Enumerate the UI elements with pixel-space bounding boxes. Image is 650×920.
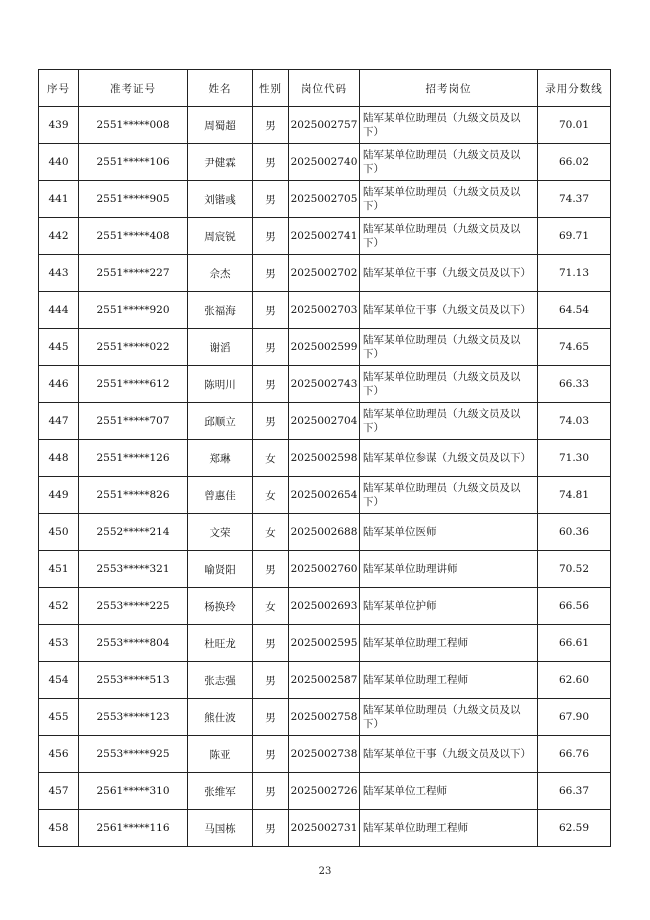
- table-row: [39, 810, 611, 847]
- table-row: [39, 625, 611, 662]
- cell-name: 周蜀超: [188, 107, 253, 144]
- cell-post-code: 2025002705: [289, 181, 360, 218]
- cell-gender: 女: [253, 477, 289, 514]
- cell-gender: 男: [253, 773, 289, 810]
- cell-name: 文荣: [188, 514, 253, 551]
- cell-post-code: 2025002741: [289, 218, 360, 255]
- page-number: 23: [318, 866, 332, 877]
- cell-ticket-number: 2551*****227: [79, 255, 188, 292]
- cell-gender: 女: [253, 514, 289, 551]
- table-row: [39, 736, 611, 773]
- cell-ticket-number: 2551*****707: [79, 403, 188, 440]
- cell-serial: 446: [39, 366, 79, 403]
- cell-post-code: 2025002598: [289, 440, 360, 477]
- cell-ticket-number: 2561*****310: [79, 773, 188, 810]
- cell-name: 曾惠佳: [188, 477, 253, 514]
- cell-score: 66.76: [538, 736, 611, 773]
- cell-post: 陆军某单位护师: [360, 588, 538, 625]
- cell-post-code: 2025002595: [289, 625, 360, 662]
- cell-score: 66.02: [538, 144, 611, 181]
- cell-score: 60.36: [538, 514, 611, 551]
- cell-post-code: 2025002703: [289, 292, 360, 329]
- cell-score: 70.52: [538, 551, 611, 588]
- score-table: [38, 69, 611, 847]
- cell-name: 熊仕波: [188, 699, 253, 736]
- cell-post-code: 2025002757: [289, 107, 360, 144]
- cell-post: 陆军某单位助理工程师: [360, 625, 538, 662]
- cell-post: 陆军某单位干事（九级文员及以下）: [360, 255, 538, 292]
- cell-serial: 449: [39, 477, 79, 514]
- cell-score: 64.54: [538, 292, 611, 329]
- cell-post: 陆军某单位助理员（九级文员及以下）: [360, 144, 538, 181]
- cell-serial: 439: [39, 107, 79, 144]
- cell-post: 陆军某单位医师: [360, 514, 538, 551]
- cell-gender: 男: [253, 107, 289, 144]
- cell-serial: 455: [39, 699, 79, 736]
- cell-name: 刘锴彧: [188, 181, 253, 218]
- header-serial: 序号: [39, 70, 79, 107]
- cell-gender: 女: [253, 440, 289, 477]
- cell-gender: 男: [253, 699, 289, 736]
- cell-name: 周宸锐: [188, 218, 253, 255]
- cell-score: 62.60: [538, 662, 611, 699]
- table-row: [39, 477, 611, 514]
- table-row: [39, 551, 611, 588]
- cell-serial: 456: [39, 736, 79, 773]
- cell-gender: 男: [253, 255, 289, 292]
- cell-name: 邱顺立: [188, 403, 253, 440]
- header-ticket-number: 准考证号: [79, 70, 188, 107]
- table-row: [39, 144, 611, 181]
- cell-serial: 448: [39, 440, 79, 477]
- cell-post-code: 2025002740: [289, 144, 360, 181]
- cell-post-code: 2025002688: [289, 514, 360, 551]
- cell-ticket-number: 2552*****214: [79, 514, 188, 551]
- table-body: [39, 107, 611, 847]
- cell-name: 马国栋: [188, 810, 253, 847]
- header-gender: 性别: [253, 70, 289, 107]
- cell-post: 陆军某单位助理员（九级文员及以下）: [360, 477, 538, 514]
- cell-ticket-number: 2551*****905: [79, 181, 188, 218]
- cell-gender: 男: [253, 292, 289, 329]
- cell-ticket-number: 2553*****321: [79, 551, 188, 588]
- cell-gender: 男: [253, 625, 289, 662]
- cell-post: 陆军某单位干事（九级文员及以下）: [360, 292, 538, 329]
- cell-post-code: 2025002738: [289, 736, 360, 773]
- cell-gender: 男: [253, 218, 289, 255]
- cell-ticket-number: 2553*****513: [79, 662, 188, 699]
- cell-gender: 女: [253, 588, 289, 625]
- cell-serial: 452: [39, 588, 79, 625]
- cell-post: 陆军某单位工程师: [360, 773, 538, 810]
- header-score: 录用分数线: [538, 70, 611, 107]
- cell-post-code: 2025002587: [289, 662, 360, 699]
- cell-post: 陆军某单位助理员（九级文员及以下）: [360, 107, 538, 144]
- cell-name: 尹健霖: [188, 144, 253, 181]
- cell-post-code: 2025002599: [289, 329, 360, 366]
- cell-score: 66.56: [538, 588, 611, 625]
- cell-post-code: 2025002731: [289, 810, 360, 847]
- cell-name: 佘杰: [188, 255, 253, 292]
- cell-post-code: 2025002702: [289, 255, 360, 292]
- cell-score: 69.71: [538, 218, 611, 255]
- cell-post: 陆军某单位助理工程师: [360, 810, 538, 847]
- cell-post: 陆军某单位助理讲师: [360, 551, 538, 588]
- table-row: [39, 181, 611, 218]
- cell-serial: 454: [39, 662, 79, 699]
- cell-name: 张维军: [188, 773, 253, 810]
- table-row: [39, 366, 611, 403]
- cell-serial: 441: [39, 181, 79, 218]
- cell-score: 62.59: [538, 810, 611, 847]
- cell-serial: 457: [39, 773, 79, 810]
- table-row: [39, 440, 611, 477]
- cell-name: 郑琳: [188, 440, 253, 477]
- header-name: 姓名: [188, 70, 253, 107]
- cell-post: 陆军某单位助理员（九级文员及以下）: [360, 403, 538, 440]
- cell-score: 66.61: [538, 625, 611, 662]
- cell-name: 张志强: [188, 662, 253, 699]
- table-row: [39, 403, 611, 440]
- cell-ticket-number: 2551*****920: [79, 292, 188, 329]
- cell-serial: 440: [39, 144, 79, 181]
- cell-ticket-number: 2551*****008: [79, 107, 188, 144]
- cell-ticket-number: 2561*****116: [79, 810, 188, 847]
- cell-serial: 445: [39, 329, 79, 366]
- table-row: [39, 292, 611, 329]
- cell-post: 陆军某单位助理员（九级文员及以下）: [360, 699, 538, 736]
- cell-gender: 男: [253, 736, 289, 773]
- cell-gender: 男: [253, 181, 289, 218]
- cell-name: 谢滔: [188, 329, 253, 366]
- cell-ticket-number: 2553*****225: [79, 588, 188, 625]
- cell-score: 66.33: [538, 366, 611, 403]
- cell-serial: 453: [39, 625, 79, 662]
- cell-score: 74.37: [538, 181, 611, 218]
- cell-post: 陆军某单位助理员（九级文员及以下）: [360, 329, 538, 366]
- cell-name: 张福海: [188, 292, 253, 329]
- cell-post-code: 2025002693: [289, 588, 360, 625]
- header-post: 招考岗位: [360, 70, 538, 107]
- cell-gender: 男: [253, 403, 289, 440]
- cell-gender: 男: [253, 329, 289, 366]
- cell-gender: 男: [253, 551, 289, 588]
- cell-ticket-number: 2553*****925: [79, 736, 188, 773]
- cell-score: 71.30: [538, 440, 611, 477]
- cell-post: 陆军某单位助理员（九级文员及以下）: [360, 181, 538, 218]
- cell-ticket-number: 2553*****123: [79, 699, 188, 736]
- cell-post: 陆军某单位助理工程师: [360, 662, 538, 699]
- header-post-code: 岗位代码: [289, 70, 360, 107]
- cell-score: 67.90: [538, 699, 611, 736]
- cell-name: 杜旺龙: [188, 625, 253, 662]
- table-row: [39, 662, 611, 699]
- cell-post: 陆军某单位助理员（九级文员及以下）: [360, 218, 538, 255]
- cell-ticket-number: 2551*****826: [79, 477, 188, 514]
- cell-post: 陆军某单位干事（九级文员及以下）: [360, 736, 538, 773]
- table-row: [39, 329, 611, 366]
- table-row: [39, 255, 611, 292]
- cell-name: 杨换玲: [188, 588, 253, 625]
- cell-serial: 447: [39, 403, 79, 440]
- cell-ticket-number: 2553*****804: [79, 625, 188, 662]
- cell-name: 陈明川: [188, 366, 253, 403]
- header-row: [39, 70, 611, 107]
- table-row: [39, 588, 611, 625]
- table-row: [39, 773, 611, 810]
- table-row: [39, 218, 611, 255]
- cell-gender: 男: [253, 366, 289, 403]
- table-row: [39, 699, 611, 736]
- table-row: [39, 107, 611, 144]
- cell-post-code: 2025002654: [289, 477, 360, 514]
- cell-serial: 443: [39, 255, 79, 292]
- cell-post: 陆军某单位助理员（九级文员及以下）: [360, 366, 538, 403]
- cell-score: 71.13: [538, 255, 611, 292]
- cell-serial: 458: [39, 810, 79, 847]
- cell-name: 喻贤阳: [188, 551, 253, 588]
- cell-serial: 450: [39, 514, 79, 551]
- cell-ticket-number: 2551*****612: [79, 366, 188, 403]
- cell-post: 陆军某单位参谋（九级文员及以下）: [360, 440, 538, 477]
- cell-gender: 男: [253, 810, 289, 847]
- cell-score: 66.37: [538, 773, 611, 810]
- cell-name: 陈亚: [188, 736, 253, 773]
- cell-gender: 男: [253, 662, 289, 699]
- cell-ticket-number: 2551*****022: [79, 329, 188, 366]
- cell-serial: 444: [39, 292, 79, 329]
- cell-serial: 442: [39, 218, 79, 255]
- cell-ticket-number: 2551*****106: [79, 144, 188, 181]
- cell-post-code: 2025002704: [289, 403, 360, 440]
- cell-score: 70.01: [538, 107, 611, 144]
- cell-score: 74.65: [538, 329, 611, 366]
- cell-ticket-number: 2551*****126: [79, 440, 188, 477]
- cell-gender: 男: [253, 144, 289, 181]
- cell-serial: 451: [39, 551, 79, 588]
- cell-ticket-number: 2551*****408: [79, 218, 188, 255]
- cell-post-code: 2025002726: [289, 773, 360, 810]
- cell-post-code: 2025002758: [289, 699, 360, 736]
- cell-score: 74.03: [538, 403, 611, 440]
- cell-score: 74.81: [538, 477, 611, 514]
- table-row: [39, 514, 611, 551]
- cell-post-code: 2025002760: [289, 551, 360, 588]
- cell-post-code: 2025002743: [289, 366, 360, 403]
